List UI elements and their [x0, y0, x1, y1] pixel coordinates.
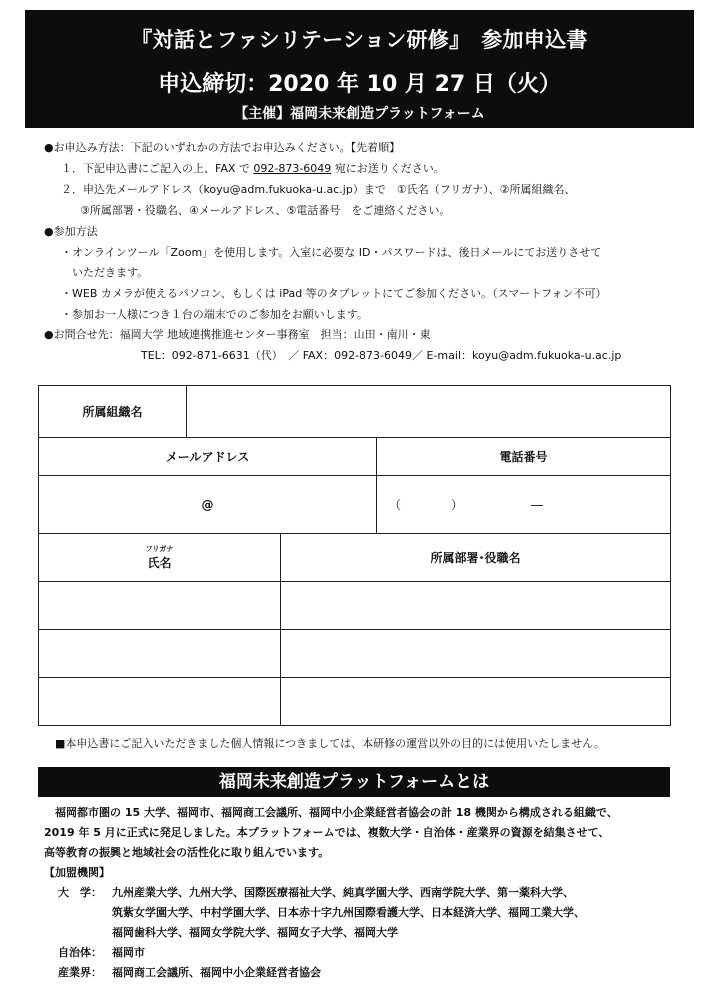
about-paragraph-line1: 福岡都市圏の 15 大学、福岡市、福岡商工会議所、福岡中小企業経営者協会の計 18 機関から構成される組織で、	[55, 806, 618, 819]
industry-label: 産業界：	[58, 966, 102, 979]
zoom-instruction-line1: ・オンラインツール「Zoom」を使用します。入室に必要な ID・パスワードは、後日メールにてお送りさせて	[61, 246, 602, 259]
deadline: 申込締切：2020 年 10 月 27 日（火）	[158, 72, 561, 97]
government-value: 福岡市	[112, 946, 145, 959]
department-label: 所属部署･役職名	[281, 534, 671, 582]
name-label: 氏名	[147, 555, 172, 570]
members-heading: 【加盟機関】	[44, 866, 110, 879]
phone-dash: ―	[531, 498, 544, 512]
name-field-2[interactable]	[39, 630, 281, 678]
contact-line: ●お問合せ先：福岡大学 地域連携推進センター事務室 担当：山田・南川・東	[44, 328, 431, 341]
email-instruction-line1: ２．申込先メールアドレス（koyu@adm.fukuoka-u.ac.jp）まで ①氏名（フリガナ）、②所属組織名、	[61, 183, 576, 196]
method-heading: ●お申込み方法：下記のいずれかの方法でお申込みください。【先着順】	[44, 141, 401, 154]
application-form	[38, 385, 671, 726]
organization-label: 所属組織名	[39, 386, 187, 438]
document-title: 『対話とファシリテーション研修』 参加申込書	[131, 28, 588, 52]
zoom-instruction-line2: いただきます。	[72, 266, 149, 279]
fax-instruction	[61, 161, 445, 177]
name-field-3[interactable]	[39, 678, 281, 726]
email-field[interactable]	[39, 476, 377, 534]
university-label: 大 学：	[58, 886, 102, 899]
organization-field[interactable]	[187, 386, 671, 438]
department-field-3[interactable]	[281, 678, 671, 726]
name-field-1[interactable]	[39, 582, 281, 630]
host-organization: 【主催】福岡未来創造プラットフォーム	[234, 106, 485, 122]
furigana-label: フリガナ	[145, 544, 174, 553]
phone-label: 電話番号	[377, 438, 671, 476]
fax-prefix: １．下記申込書にご記入の上、FAX で	[61, 162, 254, 175]
about-paragraph-line3: 高等教育の振興と地域社会の活性化に取り組んでいます。	[44, 846, 330, 859]
device-instruction: ・参加お一人様につき１台の端末でのご参加をお願いします。	[61, 308, 368, 321]
government-label: 自治体：	[58, 946, 102, 959]
university-list-line2: 筑紫女学園大学、中村学園大学、日本赤十字九州国際看護大学、日本経済大学、福岡工業大学、	[112, 906, 585, 919]
university-list-line3: 福岡歯科大学、福岡女学院大学、福岡女子大学、福岡大学	[112, 926, 398, 939]
name-label-cell	[39, 534, 281, 582]
fax-suffix: 宛にお送りください。	[331, 162, 445, 175]
university-list-line1: 九州産業大学、九州大学、国際医療福祉大学、純真学園大学、西南学院大学、第一薬科大学、	[112, 886, 574, 899]
phone-field[interactable]	[377, 476, 671, 534]
fax-number: 092-873-6049	[253, 162, 332, 175]
department-field-1[interactable]	[281, 582, 671, 630]
email-label: メールアドレス	[39, 438, 377, 476]
webcam-instruction: ・WEB カメラが使えるパソコン、もしくは iPad 等のタブレットにてご参加ください。（スマートフォン不可）	[61, 287, 607, 300]
department-field-2[interactable]	[281, 630, 671, 678]
email-at-sign: @	[201, 497, 214, 512]
participation-heading: ●参加方法	[44, 225, 98, 238]
header-banner	[25, 10, 694, 128]
phone-open-paren: （	[389, 498, 402, 512]
about-heading: 福岡未来創造プラットフォームとは	[38, 767, 670, 797]
tel-fax-email-line: TEL：092-871-6631（代） ／ FAX：092-873-6049／ E-mail：koyu@adm.fukuoka-u.ac.jp	[141, 349, 622, 362]
privacy-notice: ■本申込書にご記入いただきました個人情報につきましては、本研修の運営以外の目的には使用いたしません。	[55, 737, 605, 750]
phone-close-paren: ）	[451, 498, 464, 512]
industry-value: 福岡商工会議所、福岡中小企業経営者協会	[112, 966, 321, 979]
about-paragraph-line2: 2019 年 5 月に正式に発足しました。本プラットフォームでは、複数大学・自治体・産業界の資源を結集させて、	[44, 826, 610, 839]
email-instruction-line2: ③所属部署・役職名、④メールアドレス、⑤電話番号 をご連絡ください。	[80, 204, 451, 217]
